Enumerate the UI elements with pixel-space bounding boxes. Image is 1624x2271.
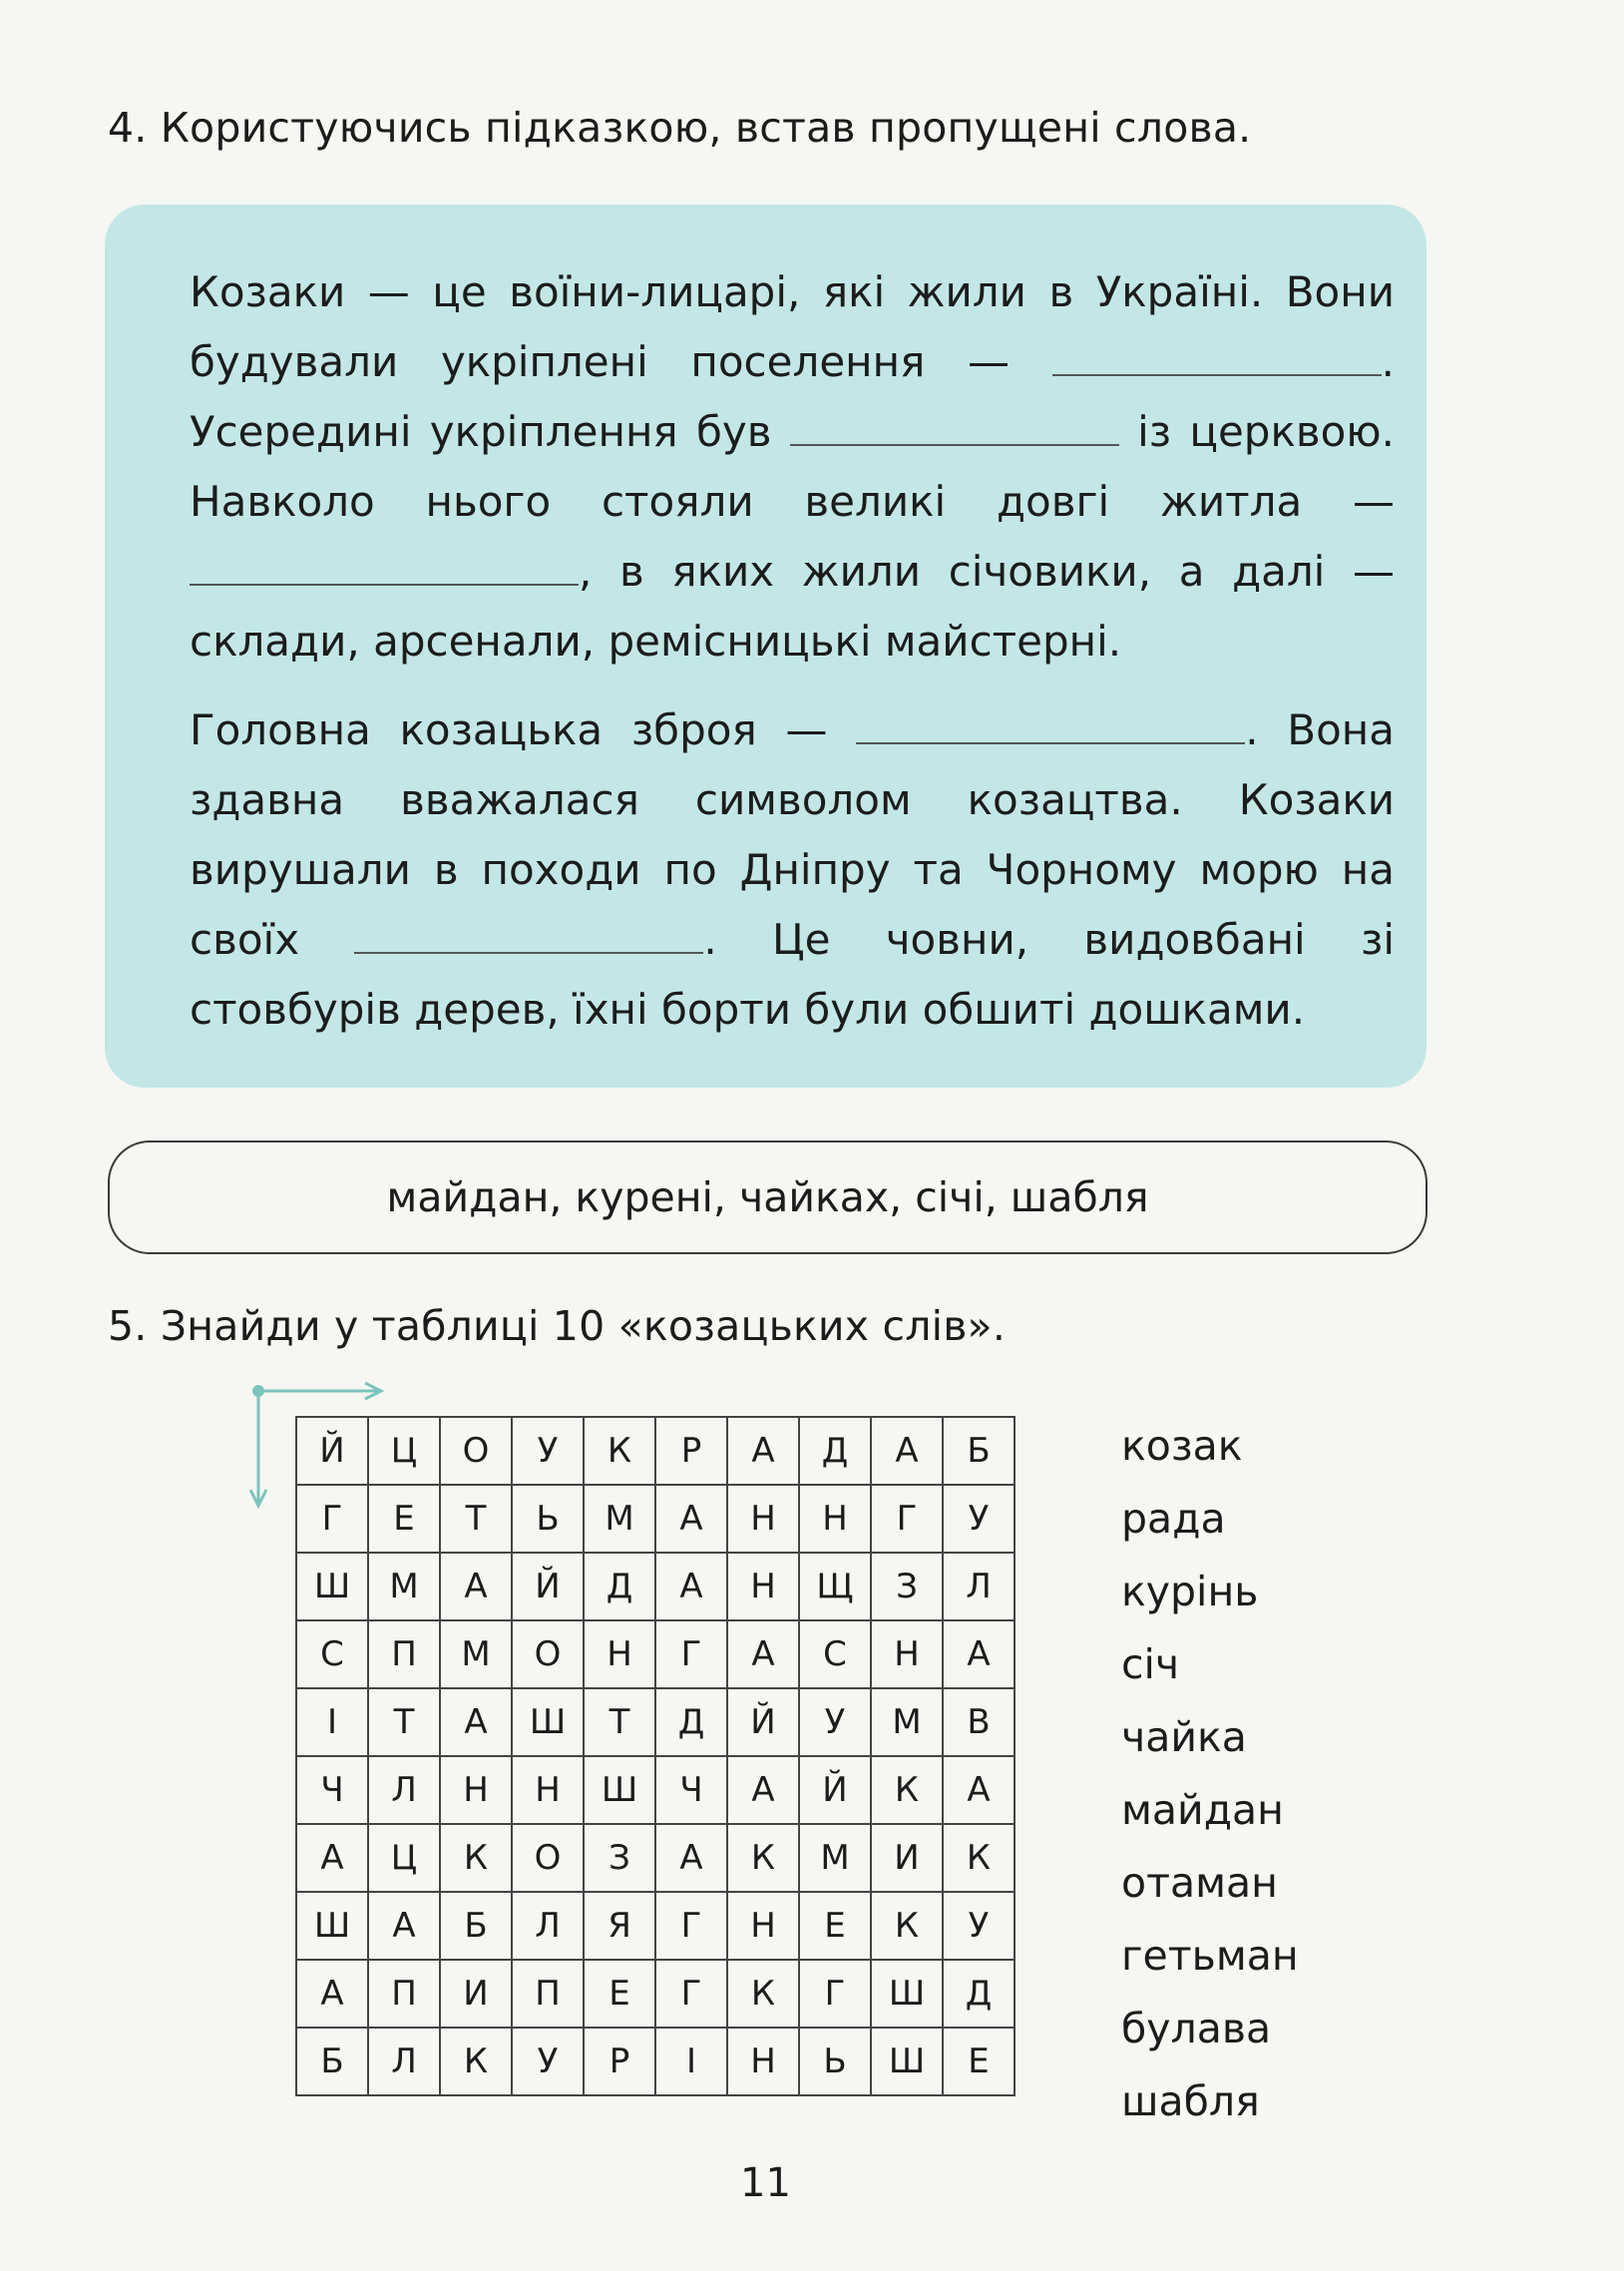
word-list-item: гетьман: [1121, 1932, 1299, 1980]
text-span: . Вона здавна вважалася символом козацтва. Козаки вирушали в походи по Дніпру та Чорному морю на своїх: [190, 705, 1395, 964]
text-span: , в яких жили січовики, а далі — склади, арсенали, ремісницькі майстерні.: [190, 547, 1395, 666]
grid-cell[interactable]: О: [440, 1417, 512, 1485]
grid-cell[interactable]: Ь: [512, 1485, 584, 1553]
word-list-item: отаман: [1121, 1859, 1278, 1907]
grid-cell[interactable]: Г: [655, 1960, 727, 2028]
text-span: Козаки — це воїни-лицарі, які жили в Україні. Вони будували укріплені поселення —: [190, 267, 1395, 386]
grid-cell[interactable]: Й: [296, 1417, 368, 1485]
task4-title: 4. Користуючись підказкою, встав пропущені слова.: [108, 104, 1252, 152]
grid-cell[interactable]: У: [799, 1688, 871, 1756]
grid-cell[interactable]: Ч: [655, 1756, 727, 1824]
grid-cell[interactable]: А: [727, 1417, 799, 1485]
grid-cell[interactable]: А: [440, 1688, 512, 1756]
paragraph-2: [190, 695, 1395, 1045]
grid-cell[interactable]: К: [440, 1824, 512, 1892]
grid-cell[interactable]: Г: [655, 1620, 727, 1688]
grid-cell[interactable]: Б: [296, 2028, 368, 2095]
grid-row: [296, 2028, 1015, 2095]
grid-cell[interactable]: У: [512, 1417, 584, 1485]
grid-row: [296, 1892, 1015, 1960]
grid-cell[interactable]: Л: [368, 2028, 440, 2095]
word-list-item: рада: [1121, 1495, 1226, 1543]
grid-cell[interactable]: К: [727, 1960, 799, 2028]
grid-cell[interactable]: А: [655, 1824, 727, 1892]
grid-cell[interactable]: И: [871, 1824, 943, 1892]
grid-row: [296, 1553, 1015, 1620]
grid-cell[interactable]: Н: [799, 1485, 871, 1553]
grid-cell[interactable]: Ц: [368, 1417, 440, 1485]
grid-cell[interactable]: Д: [655, 1688, 727, 1756]
grid-cell[interactable]: П: [368, 1620, 440, 1688]
grid-cell[interactable]: Ь: [799, 2028, 871, 2095]
grid-cell[interactable]: О: [512, 1620, 584, 1688]
grid-cell[interactable]: Й: [512, 1553, 584, 1620]
grid-cell[interactable]: А: [655, 1553, 727, 1620]
grid-cell[interactable]: З: [871, 1553, 943, 1620]
grid-cell[interactable]: П: [368, 1960, 440, 2028]
grid-cell[interactable]: Д: [799, 1417, 871, 1485]
grid-cell[interactable]: Ш: [871, 1960, 943, 2028]
grid-cell[interactable]: О: [512, 1824, 584, 1892]
grid-cell[interactable]: Т: [584, 1688, 655, 1756]
grid-cell[interactable]: Е: [943, 2028, 1015, 2095]
grid-cell[interactable]: Ч: [296, 1756, 368, 1824]
grid-cell[interactable]: С: [296, 1620, 368, 1688]
grid-cell[interactable]: М: [368, 1553, 440, 1620]
grid-cell[interactable]: І: [655, 2028, 727, 2095]
grid-cell[interactable]: К: [871, 1892, 943, 1960]
page-number: 11: [740, 2160, 791, 2206]
grid-cell[interactable]: Р: [655, 1417, 727, 1485]
grid-cell[interactable]: М: [440, 1620, 512, 1688]
grid-cell[interactable]: А: [296, 1824, 368, 1892]
grid-cell[interactable]: П: [512, 1960, 584, 2028]
grid-cell[interactable]: К: [943, 1824, 1015, 1892]
grid-cell[interactable]: А: [871, 1417, 943, 1485]
grid-cell[interactable]: Й: [799, 1756, 871, 1824]
text-span: із церквою. Навколо нього стояли великі довгі житла —: [190, 407, 1395, 526]
grid-row: [296, 1485, 1015, 1553]
grid-cell[interactable]: Е: [368, 1485, 440, 1553]
hint-text: майдан, курені, чайках, січі, шабля: [386, 1173, 1149, 1221]
grid-cell[interactable]: Е: [799, 1892, 871, 1960]
text-span: Головна козацька зброя —: [190, 705, 828, 754]
word-list-item: булава: [1121, 2005, 1272, 2052]
grid-cell[interactable]: М: [871, 1688, 943, 1756]
blank-2[interactable]: [790, 410, 1119, 446]
word-list-item: курінь: [1121, 1568, 1259, 1615]
word-list-item: січ: [1121, 1640, 1180, 1688]
blank-3[interactable]: [190, 550, 579, 586]
paragraph-1: [190, 257, 1395, 677]
word-list: [1121, 1410, 1299, 2138]
grid-cell[interactable]: М: [584, 1485, 655, 1553]
word-list-item: чайка: [1121, 1713, 1247, 1761]
grid-cell[interactable]: І: [296, 1688, 368, 1756]
grid-cell[interactable]: Щ: [799, 1553, 871, 1620]
grid-cell[interactable]: У: [943, 1485, 1015, 1553]
grid-cell[interactable]: Л: [512, 1892, 584, 1960]
grid-cell[interactable]: Ш: [871, 2028, 943, 2095]
blank-5[interactable]: [354, 918, 703, 954]
word-list-item: майдан: [1121, 1786, 1284, 1834]
grid-cell[interactable]: М: [799, 1824, 871, 1892]
grid-cell[interactable]: А: [727, 1756, 799, 1824]
grid-cell[interactable]: С: [799, 1620, 871, 1688]
grid-row: [296, 1960, 1015, 2028]
grid-cell[interactable]: У: [512, 2028, 584, 2095]
grid-cell[interactable]: Н: [584, 1620, 655, 1688]
grid-cell[interactable]: У: [943, 1892, 1015, 1960]
grid-cell[interactable]: К: [871, 1756, 943, 1824]
grid-cell[interactable]: Т: [440, 1485, 512, 1553]
grid-cell[interactable]: И: [440, 1960, 512, 2028]
grid-cell[interactable]: Ш: [584, 1756, 655, 1824]
grid-cell[interactable]: Н: [727, 2028, 799, 2095]
grid-cell[interactable]: Г: [871, 1485, 943, 1553]
grid-cell[interactable]: А: [943, 1756, 1015, 1824]
grid-cell[interactable]: З: [584, 1824, 655, 1892]
grid-cell[interactable]: К: [440, 2028, 512, 2095]
grid-cell[interactable]: Ц: [368, 1824, 440, 1892]
grid-cell[interactable]: А: [655, 1485, 727, 1553]
grid-cell[interactable]: Е: [584, 1960, 655, 2028]
grid-cell[interactable]: А: [727, 1620, 799, 1688]
grid-row: [296, 1824, 1015, 1892]
grid-cell[interactable]: Г: [655, 1892, 727, 1960]
grid-cell[interactable]: Г: [799, 1960, 871, 2028]
grid-cell[interactable]: Н: [727, 1485, 799, 1553]
grid-cell[interactable]: В: [943, 1688, 1015, 1756]
word-list-item: шабля: [1121, 2077, 1260, 2125]
grid-cell[interactable]: А: [943, 1620, 1015, 1688]
grid-cell[interactable]: Л: [368, 1756, 440, 1824]
grid-cell[interactable]: А: [368, 1892, 440, 1960]
grid-cell[interactable]: Л: [943, 1553, 1015, 1620]
grid-row: [296, 1688, 1015, 1756]
grid-cell[interactable]: Н: [727, 1553, 799, 1620]
grid-row: [296, 1620, 1015, 1688]
grid-cell[interactable]: Б: [440, 1892, 512, 1960]
grid-cell[interactable]: Й: [727, 1688, 799, 1756]
grid-cell[interactable]: Я: [584, 1892, 655, 1960]
grid-cell[interactable]: Н: [871, 1620, 943, 1688]
grid-cell[interactable]: Ш: [296, 1892, 368, 1960]
task5-title: 5. Знайди у таблиці 10 «козацьких слів».: [108, 1302, 1007, 1350]
grid-cell[interactable]: Н: [727, 1892, 799, 1960]
word-list-item: козак: [1121, 1422, 1243, 1470]
grid-cell[interactable]: Д: [943, 1960, 1015, 2028]
grid-cell[interactable]: Б: [943, 1417, 1015, 1485]
grid-cell[interactable]: А: [296, 1960, 368, 2028]
grid-cell[interactable]: Ш: [512, 1688, 584, 1756]
text-span: . Це човни, видовбані зі стовбурів дерев, їхні борти були обшиті дошками.: [190, 915, 1395, 1034]
grid-cell[interactable]: Н: [440, 1756, 512, 1824]
grid-cell[interactable]: Ш: [296, 1553, 368, 1620]
grid-cell[interactable]: К: [584, 1417, 655, 1485]
grid-cell[interactable]: Р: [584, 2028, 655, 2095]
grid-cell[interactable]: Г: [296, 1485, 368, 1553]
text-span: . Усередині укріплення був: [190, 337, 1395, 456]
grid-row: [296, 1417, 1015, 1485]
grid-cell[interactable]: А: [440, 1553, 512, 1620]
grid-cell[interactable]: Д: [584, 1553, 655, 1620]
word-search-grid: [295, 1416, 1015, 2096]
grid-cell[interactable]: К: [727, 1824, 799, 1892]
blank-1[interactable]: [1052, 340, 1382, 376]
hint-box: [108, 1140, 1427, 1254]
grid-row: [296, 1756, 1015, 1824]
blank-4[interactable]: [856, 708, 1245, 744]
grid-cell[interactable]: Т: [368, 1688, 440, 1756]
grid-cell[interactable]: Н: [512, 1756, 584, 1824]
